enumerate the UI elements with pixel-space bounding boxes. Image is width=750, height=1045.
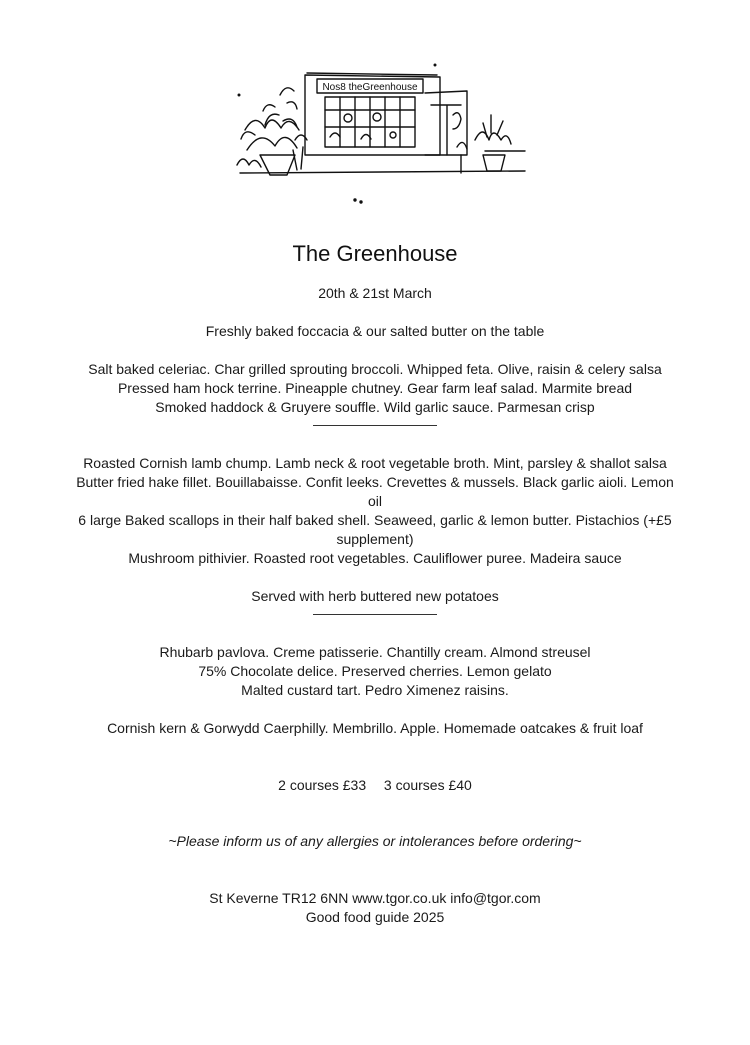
footer-award: Good food guide 2025 [305,909,445,925]
greenhouse-storefront-sketch-icon [225,55,545,210]
starter-item: Pressed ham hock terrine. Pineapple chutney. Gear farm leaf salad. Marmite bread [117,380,633,396]
pricing [60,776,690,795]
bread-note: Freshly baked foccacia & our salted butter on the table [205,323,545,339]
cheese-item: Cornish kern & Gorwydd Caerphilly. Membrillo. Apple. Homemade oatcakes & fruit loaf [107,720,643,736]
sides-note: Served with herb buttered new potatoes [251,588,499,604]
main-item: 6 large Baked scallops in their half baked shell. Seaweed, garlic & lemon butter. Pistachios (+£5 supplement) [78,512,672,547]
starter-item: Smoked haddock & Gruyere souffle. Wild garlic sauce. Parmesan crisp [155,399,595,415]
price-two-courses: 2 courses £33 [278,777,367,793]
sign-text: Nos8 theGreenhouse [322,82,418,93]
allergy-note: ~Please inform us of any allergies or intolerances before ordering~ [168,833,582,849]
main-item: Butter fried hake fillet. Bouillabaisse. Confit leeks. Crevettes & mussels. Black garlic aioli. Lemon oil [76,474,674,509]
dessert-item: Rhubarb pavlova. Creme patisserie. Chantilly cream. Almond streusel [159,644,591,660]
main-item: Roasted Cornish lamb chump. Lamb neck & root vegetable broth. Mint, parsley & shallot salsa [83,455,667,471]
restaurant-title: The Greenhouse [292,241,458,266]
starter-item: Salt baked celeriac. Char grilled sprouting broccoli. Whipped feta. Olive, raisin & celery salsa [88,361,662,377]
footer-contact: St Keverne TR12 6NN www.tgor.co.uk info@tgor.com [209,890,541,906]
dessert-item: Malted custard tart. Pedro Ximenez raisins. [241,682,509,698]
main-item: Mushroom pithivier. Roasted root vegetables. Cauliflower puree. Madeira sauce [128,550,622,566]
section-divider [313,614,437,615]
section-divider [313,425,437,426]
price-three-courses: 3 courses £40 [383,777,472,793]
menu-date: 20th & 21st March [318,285,432,301]
dessert-item: 75% Chocolate delice. Preserved cherries. Lemon gelato [198,663,552,679]
